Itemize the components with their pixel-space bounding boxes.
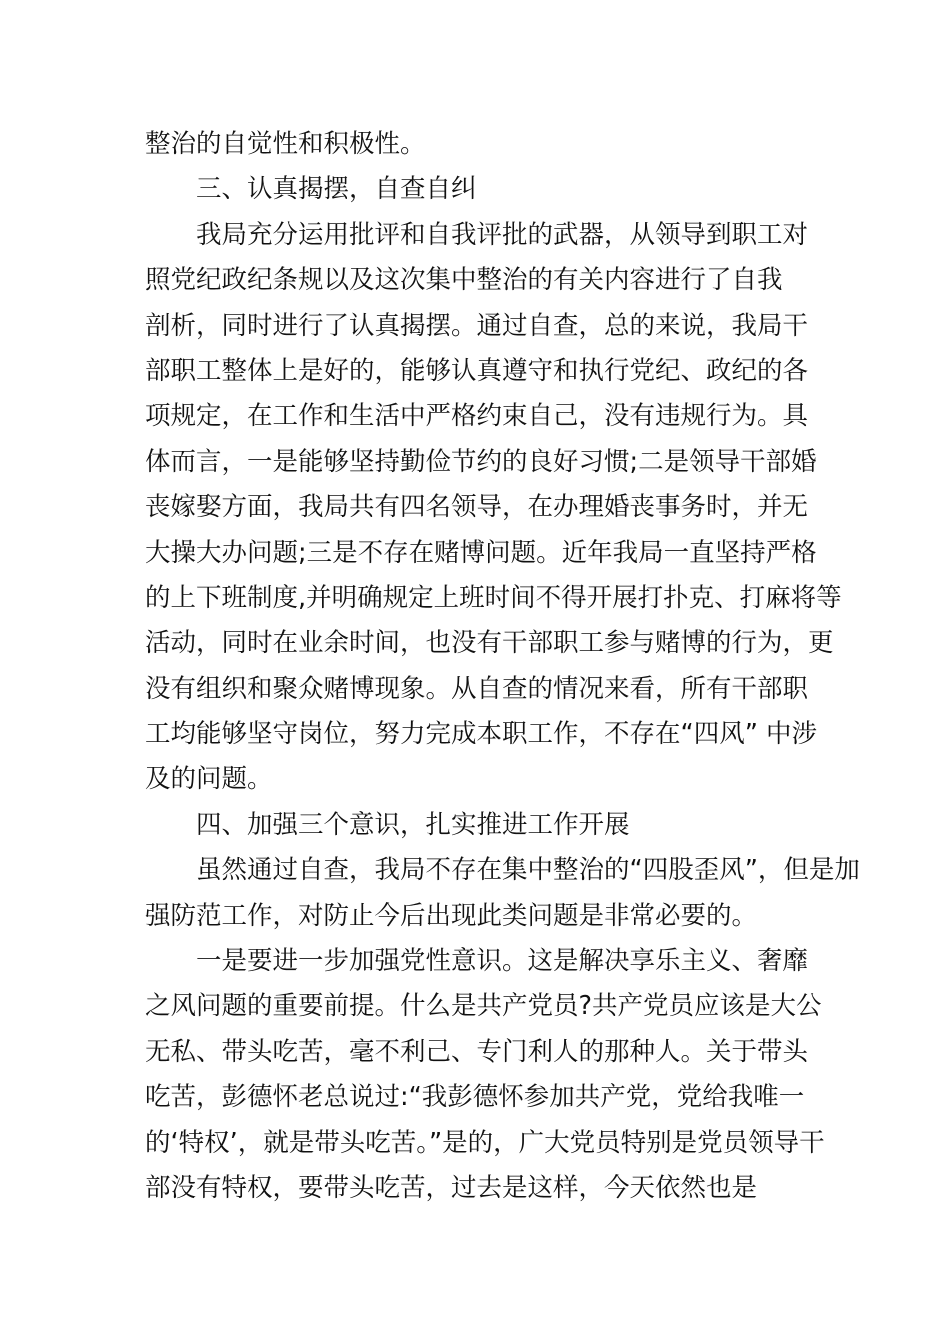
document-page — [145, 122, 860, 1211]
text-line: 部职工整体上是好的，能够认真遵守和执行党纪、政纪的各 — [145, 355, 809, 386]
text-line: 我局充分运用批评和自我评批的武器，从领导到职工对 — [196, 219, 809, 250]
text-line: 丧嫁娶方面，我局共有四名领导，在办理婚丧事务时，并无 — [145, 492, 809, 523]
text-line: 无私、带头吃苦，毫不利己、专门利人的那种人。关于带头 — [145, 1036, 809, 1067]
text-line: 项规定，在工作和生活中严格约束自己，没有违规行为。具 — [145, 401, 809, 432]
text-line: 虽然通过自查，我局不存在集中整治的“四股歪风”，但是加 — [196, 855, 860, 886]
text-line: 的‘特权’，就是带头吃苦。”是的，广大党员特别是党员领导干 — [145, 1127, 825, 1158]
section-heading: 四、加强三个意识，扎实推进工作开展 — [196, 809, 630, 840]
text-line: 的上下班制度,并明确规定上班时间不得开展打扑克、打麻将等 — [145, 582, 842, 613]
text-line: 整治的自觉性和积极性。 — [145, 129, 426, 159]
text-line: 吃苦，彭德怀老总说过:“我彭德怀参加共产党，党给我唯一 — [145, 1082, 805, 1113]
text-line: 部没有特权，要带头吃苦，过去是这样，今天依然也是 — [145, 1172, 758, 1203]
text-line: 照党纪政纪条规以及这次集中整治的有关内容进行了自我 — [145, 265, 783, 296]
text-line: 剖析，同时进行了认真揭摆。通过自查，总的来说，我局干 — [145, 310, 809, 341]
text-line: 大操大办问题;三是不存在赌博问题。近年我局一直坚持严格 — [145, 537, 817, 568]
section-heading: 三、认真揭摆，自查自纠 — [196, 174, 477, 205]
text-line: 工均能够坚守岗位，努力完成本职工作，不存在“四风” 中涉 — [145, 719, 818, 750]
text-line: 活动，同时在业余时间，也没有干部职工参与赌博的行为，更 — [145, 628, 834, 659]
text-line: 强防范工作，对防止今后出现此类问题是非常必要的。 — [145, 900, 758, 931]
text-line: 之风问题的重要前提。什么是共产党员?共产党员应该是大公 — [145, 991, 822, 1022]
text-line: 及的问题。 — [145, 764, 273, 795]
text-line: 体而言，一是能够坚持勤俭节约的良好习惯;二是领导干部婚 — [145, 446, 817, 477]
text-line: 没有组织和聚众赌博现象。从自查的情况来看，所有干部职 — [145, 673, 809, 704]
text-line: 一是要进一步加强党性意识。这是解决享乐主义、奢靡 — [196, 946, 809, 977]
